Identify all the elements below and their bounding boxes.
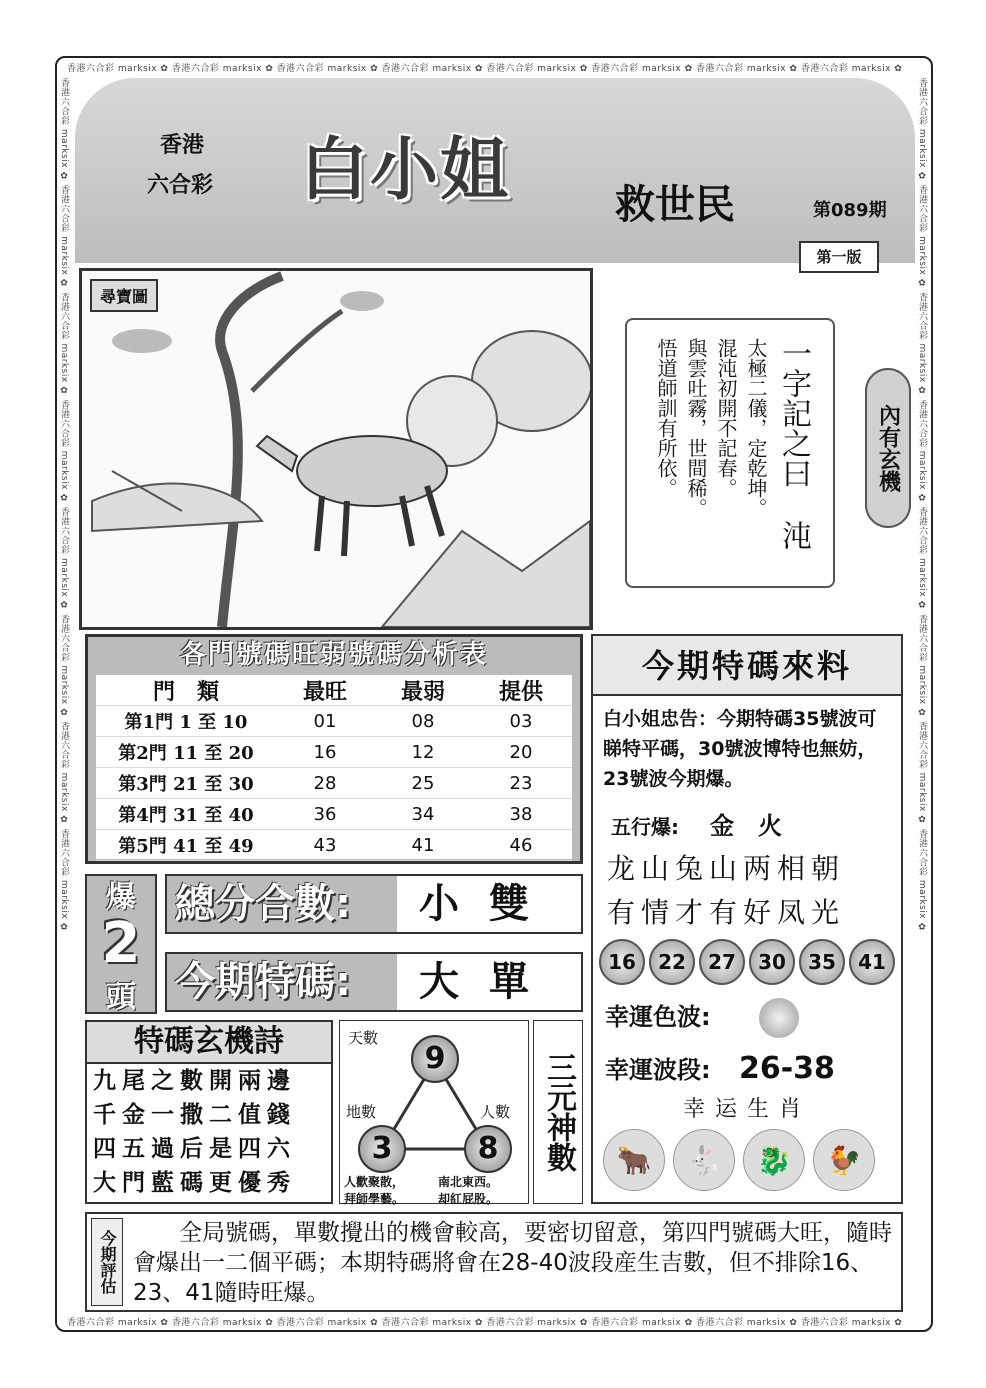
poem-line: 四五過后是四六: [93, 1135, 296, 1162]
table-row: [96, 799, 572, 830]
three-element-number: 三元神數: [533, 1020, 583, 1204]
rabbit-icon: 🐇: [673, 1129, 735, 1191]
analysis-title: 各門號碼旺弱號碼分析表: [179, 640, 488, 670]
offer-number: 23: [509, 772, 533, 794]
page-subtitle: 救世民: [615, 181, 735, 228]
poem-line: 千金一撒二值錢: [93, 1101, 296, 1128]
border-bottom: 香港六合彩 marksix ✿ 香港六合彩 marksix ✿ 香港六合彩 marksix ✿ 香港六合彩 marksix ✿ 香港六合彩 marksix ✿ 香港六合彩 marksix ✿ 香港六合彩 marksix ✿ 香港六合彩 marksix ✿: [67, 1318, 903, 1327]
picture-title: 尋寶圖: [90, 279, 158, 312]
earth-number: 3: [358, 1125, 406, 1173]
special-code-label: 今期特碼:: [167, 954, 397, 1010]
zodiac-verse-2: 有情才有好凤光: [607, 896, 846, 929]
wuxing-label: 五行爆:: [611, 815, 679, 839]
hot-number: 36: [313, 803, 337, 825]
note-left: 人歡聚散， 拜師學藝。: [344, 1175, 405, 1206]
human-label: 人數: [480, 1103, 511, 1121]
border-right: 香港六合彩 marksix ✿ 香港六合彩 marksix ✿ 香港六合彩 marksix ✿ 香港六合彩 marksix ✿ 香港六合彩 marksix ✿ 香港六合彩 marksix ✿ 香港六合彩 marksix ✿ 香港六合彩 marksix ✿: [917, 78, 927, 933]
number-ball: 41: [849, 939, 895, 985]
heaven-label: 天數: [348, 1029, 379, 1047]
special-code-bar: [165, 952, 583, 1012]
header-cold: 最弱: [400, 679, 445, 705]
header-door: 門 類: [152, 678, 219, 705]
cold-number: 41: [411, 834, 435, 856]
earth-label: 地數: [346, 1103, 377, 1121]
lucky-range-label: 幸運波段:: [605, 1056, 711, 1084]
hot-number: 16: [313, 741, 337, 763]
lucky-range-value: 26-38: [738, 1051, 835, 1086]
zodiac-animals: [593, 1123, 901, 1197]
boom-number: 2: [101, 911, 141, 976]
offer-number: 46: [509, 834, 533, 856]
cold-number: 12: [411, 741, 435, 763]
lucky-color-row: [593, 991, 901, 1044]
wuxing-value: 金 火: [709, 812, 782, 840]
poem-line: 九尾之數開兩邊: [93, 1067, 296, 1094]
poem-title: 特碼玄機詩: [87, 1022, 331, 1064]
table-row: [96, 768, 572, 799]
border-left: 香港六合彩 marksix ✿ 香港六合彩 marksix ✿ 香港六合彩 marksix ✿ 香港六合彩 marksix ✿ 香港六合彩 marksix ✿ 香港六合彩 marksix ✿ 香港六合彩 marksix ✿ 香港六合彩 marksix ✿: [59, 78, 69, 933]
special-title: 今期特碼來料: [593, 636, 901, 696]
special-box: [591, 634, 903, 1204]
ox-illustration: [82, 271, 590, 627]
lucky-range-row: [593, 1044, 901, 1092]
scroll-line-2: 混沌初開不記春。: [714, 338, 738, 498]
zodiac-title: 幸运生肖: [682, 1097, 811, 1122]
number-ball: 35: [799, 939, 845, 985]
border-top: 香港六合彩 marksix ✿ 香港六合彩 marksix ✿ 香港六合彩 marksix ✿ 香港六合彩 marksix ✿ 香港六合彩 marksix ✿ 香港六合彩 marksix ✿ 香港六合彩 marksix ✿ 香港六合彩 marksix ✿: [67, 64, 903, 73]
dragon-icon: 🐉: [743, 1129, 805, 1191]
door-label: 第1門 1 至 10: [124, 712, 248, 733]
scroll-line-3: 與雲吐霧，世間稀。: [684, 338, 708, 518]
table-row: [96, 706, 572, 737]
door-label: 第5門 41 至 49: [118, 836, 254, 857]
lucky-color-label: 幸運色波:: [605, 1003, 711, 1031]
heaven-number: 9: [411, 1035, 459, 1083]
scroll-line-1: 太極二儀，定乾坤。: [744, 338, 768, 518]
edition-badge: 第一版: [799, 241, 879, 273]
number-ball: 27: [699, 939, 745, 985]
mystery-badge: 內有玄機: [865, 368, 911, 528]
door-label: 第3門 21 至 30: [118, 774, 254, 795]
ox-icon: 🐂: [603, 1129, 665, 1191]
note-right: 南北東西。 却紅屁股。: [438, 1175, 499, 1206]
advice-text: 白小姐忠告：今期特碼35號波可睇特平碼，30號波博特也無妨，23號波今期爆。: [603, 708, 877, 790]
scroll-heading: 一字記之曰: [776, 338, 811, 488]
rooster-icon: 🐓: [813, 1129, 875, 1191]
page-title: 白小姐: [300, 131, 511, 210]
boom-badge: [85, 874, 157, 1014]
scroll-line-4: 悟道師訓有所依。: [654, 338, 678, 498]
table-row: [96, 830, 572, 861]
hot-number: 43: [313, 834, 337, 856]
door-label: 第4門 31 至 40: [118, 805, 254, 826]
hk-label: 香港: [160, 132, 205, 158]
offer-number: 03: [509, 710, 533, 732]
mystery-poem: [85, 1020, 333, 1204]
header-hot: 最旺: [302, 679, 347, 705]
number-ball: 22: [649, 939, 695, 985]
header-offer: 提供: [498, 679, 543, 705]
numbers-diagram: [339, 1020, 529, 1204]
offer-number: 20: [509, 741, 533, 763]
cold-number: 25: [411, 772, 435, 794]
boom-bottom: 頭: [106, 980, 136, 1015]
number-balls: [593, 933, 901, 991]
analysis-grid: [96, 675, 572, 859]
total-sum-bar: [165, 874, 583, 934]
total-sum-label: 總分合數:: [167, 876, 397, 932]
door-label: 第2門 11 至 20: [118, 743, 254, 764]
special-code-value: 大單: [397, 954, 581, 1010]
total-sum-value: 小雙: [397, 876, 581, 932]
offer-number: 38: [509, 803, 533, 825]
cold-number: 34: [411, 803, 435, 825]
zodiac-verse-1: 龙山兔山两相朝: [607, 852, 846, 885]
poem-scroll: [605, 298, 855, 608]
cold-number: 08: [411, 710, 435, 732]
evaluation-text: 全局號碼，單數攪出的機會較高，要密切留意，第四門號碼大旺，隨時會爆出一二個平碼；本期特碼將會在28-40波段産生吉數，但不排除16、23、41隨時旺爆。: [133, 1220, 892, 1306]
poem-line: 大門藍碼更優秀: [93, 1169, 296, 1196]
lucky-color-ball: [759, 998, 799, 1038]
page-frame: [55, 56, 933, 1332]
treasure-picture: [79, 268, 593, 630]
marksix-label: 六合彩: [147, 172, 214, 198]
issue-number: 第089期: [813, 200, 887, 221]
table-header: [96, 675, 572, 706]
hot-number: 01: [313, 710, 337, 732]
evaluation-label: 今期評估: [91, 1218, 123, 1306]
hot-number: 28: [313, 772, 337, 794]
analysis-table: [85, 634, 583, 864]
table-row: [96, 737, 572, 768]
header: [75, 78, 915, 266]
number-ball: 30: [749, 939, 795, 985]
boom-top: 爆: [106, 880, 136, 915]
scroll-keyword: 沌: [776, 520, 811, 550]
number-ball: 16: [599, 939, 645, 985]
human-number: 8: [464, 1125, 512, 1173]
scroll-body: [625, 318, 835, 588]
evaluation-box: [85, 1212, 903, 1312]
wuxing-row: [593, 802, 901, 845]
